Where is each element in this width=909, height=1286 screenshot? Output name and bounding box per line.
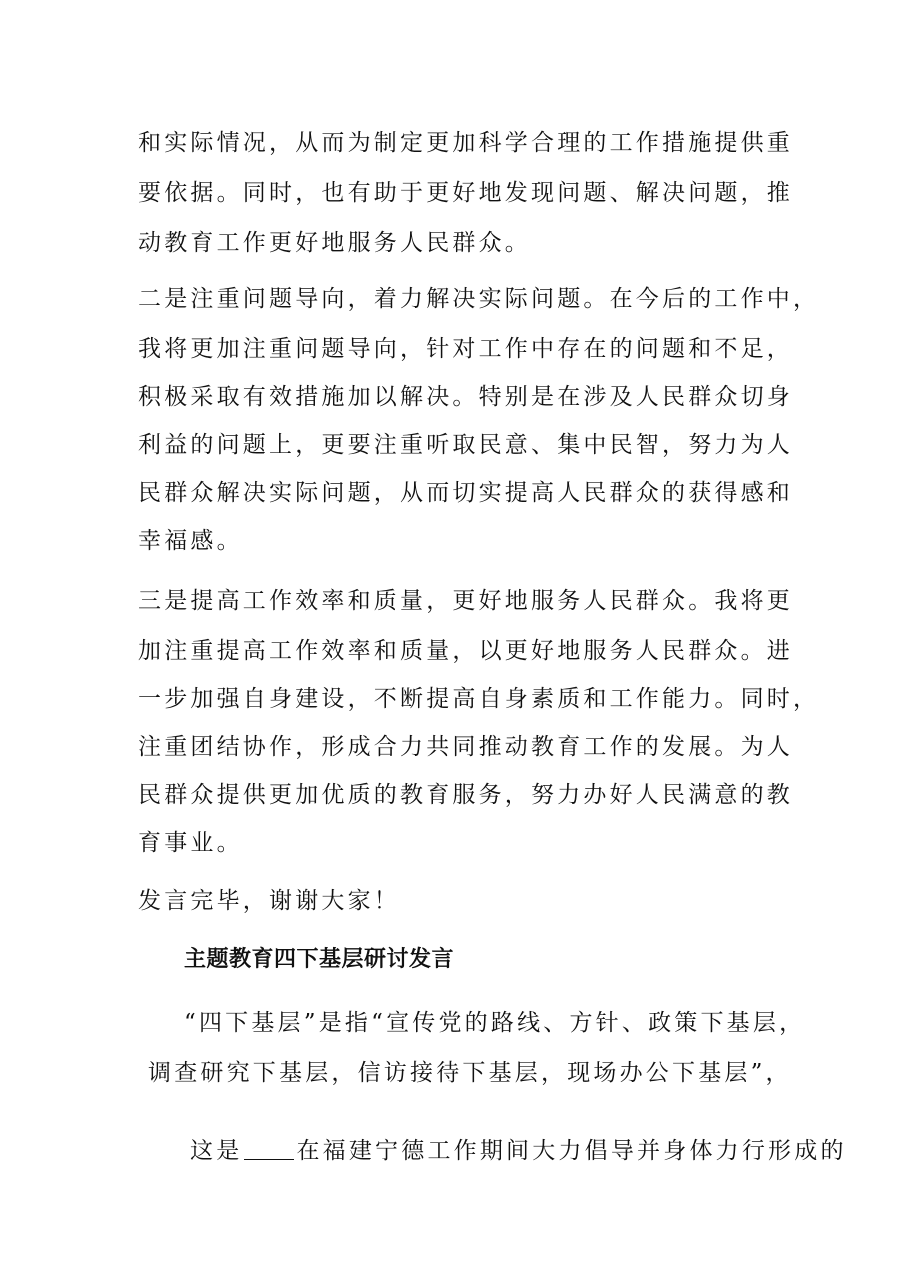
closing-remark: 发言完毕，谢谢大家！ xyxy=(138,888,400,914)
paragraph-4-line-3-start: 这是 xyxy=(190,1138,243,1164)
paragraph-3-line-6: 育事业。 xyxy=(138,830,243,856)
paragraph-3-line-3: 一步加强自身建设，不断提高自身素质和工作能力。同时， xyxy=(138,686,820,712)
paragraph-3-line-2: 加注重提高工作效率和质量，以更好地服务人民群众。进 xyxy=(138,638,793,664)
section-title: 主题教育四下基层研讨发言 xyxy=(184,947,455,972)
paragraph-3-line-5: 民群众提供更加优质的教育服务，努力办好人民满意的教 xyxy=(138,782,793,808)
blank-underline xyxy=(244,1137,294,1160)
paragraph-4-line-2: 调查研究下基层，信访接待下基层，现场办公下基层”， xyxy=(148,1060,792,1086)
paragraph-4-line-3-end: 在福建宁德工作期间大力倡导并身体力行形成的 xyxy=(296,1138,847,1164)
paragraph-2-line-3: 积极采取有效措施加以解决。特别是在涉及人民群众切身 xyxy=(138,384,793,410)
paragraph-2-line-6: 幸福感。 xyxy=(138,528,243,554)
paragraph-4-line-1: “四下基层”是指“宣传党的路线、方针、政策下基层， xyxy=(184,1010,806,1036)
paragraph-2-line-5: 民群众解决实际问题，从而切实提高人民群众的获得感和 xyxy=(138,480,793,506)
paragraph-2-line-2: 我将更加注重问题导向，针对工作中存在的问题和不足， xyxy=(138,336,793,362)
paragraph-1-line-3: 动教育工作更好地服务人民群众。 xyxy=(138,230,531,256)
paragraph-2-line-4: 利益的问题上，更要注重听取民意、集中民智，努力为人 xyxy=(138,432,793,458)
paragraph-4-line-3 xyxy=(148,1106,847,1196)
paragraph-3-line-4: 注重团结协作，形成合力共同推动教育工作的发展。为人 xyxy=(138,734,793,760)
paragraph-1-line-1: 和实际情况，从而为制定更加科学合理的工作措施提供重 xyxy=(138,130,793,156)
paragraph-2-line-1: 二是注重问题导向，着力解决实际问题。在今后的工作中， xyxy=(138,286,820,312)
paragraph-3-line-1: 三是提高工作效率和质量，更好地服务人民群众。我将更 xyxy=(138,588,793,614)
paragraph-1-line-2: 要依据。同时，也有助于更好地发现问题、解决问题，推 xyxy=(138,180,793,206)
